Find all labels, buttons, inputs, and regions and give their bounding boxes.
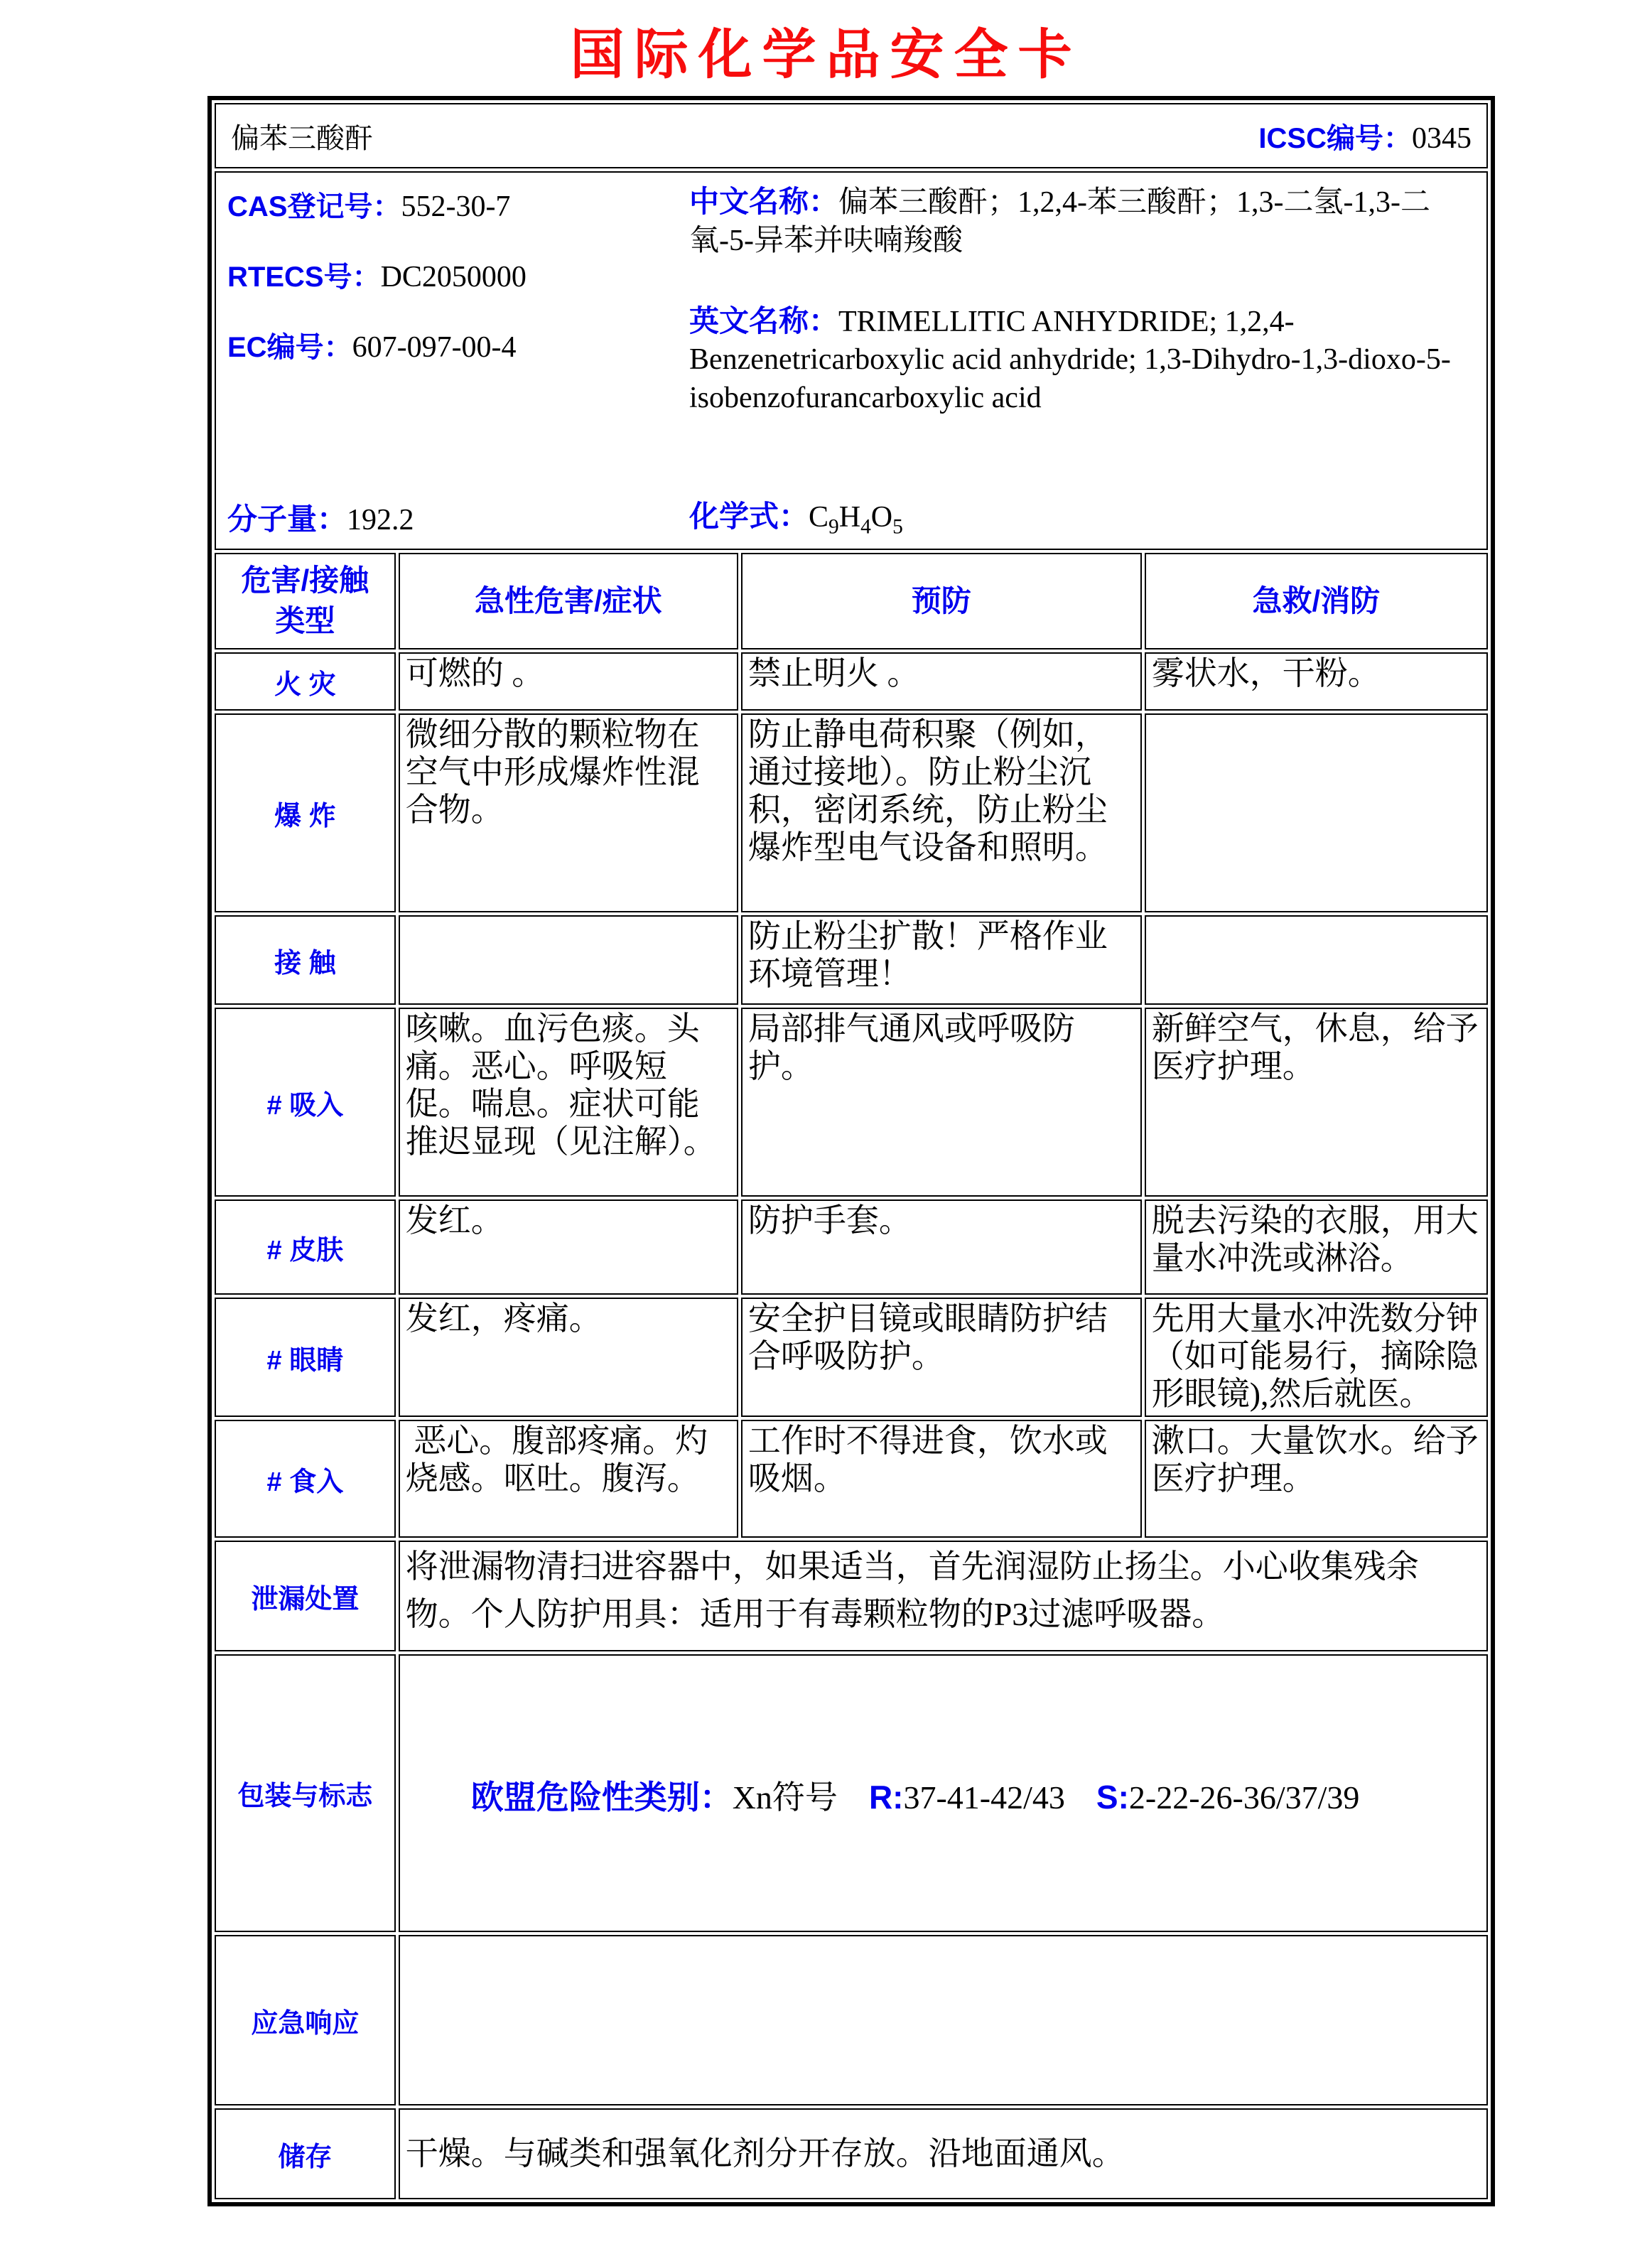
header-strip-row [215, 103, 1488, 168]
ec-label: EC编号： [227, 332, 352, 363]
firstaid-cell [1145, 713, 1488, 912]
prevention-cell: 安全护目镜或眼睛防护结合呼吸防护。 [741, 1298, 1142, 1417]
r-phrases-label: R: [868, 1778, 904, 1816]
icsc-card-table [207, 96, 1495, 2206]
symptoms-cell [399, 915, 738, 1005]
hazard-row-contact [215, 915, 1488, 1005]
symptoms-cell: 微细分散的颗粒物在空气中形成爆炸性混合物。 [399, 713, 738, 912]
storage-row [215, 2108, 1488, 2199]
prevention-cell: 防止粉尘扩散！严格作业环境管理！ [741, 915, 1142, 1005]
chemical-formula-field [689, 493, 1475, 540]
hazard-label: 接 触 [215, 915, 396, 1005]
identifiers-row [215, 171, 1488, 550]
icsc-number-field [1258, 116, 1472, 156]
hazard-row-inhalation [215, 1008, 1488, 1197]
molecular-weight-label: 分子量： [227, 502, 347, 536]
hazard-label: 爆 炸 [215, 713, 396, 912]
packaging-labelling-label: 包装与标志 [215, 1654, 396, 1932]
firstaid-cell: 漱口。大量饮水。给予医疗护理。 [1145, 1420, 1488, 1538]
header-cell-prevention: 预防 [741, 553, 1142, 649]
hazard-row-skin [215, 1199, 1488, 1295]
symptoms-cell: 咳嗽。血污色痰。头痛。恶心。呼吸短促。喘息。症状可能推迟显现（见注解）。 [399, 1008, 738, 1197]
symptoms-cell: 恶心。腹部疼痛。灼烧感。呕吐。腹泻。 [399, 1420, 738, 1538]
r-phrases-value: 37-41-42/43 [903, 1779, 1065, 1816]
symptoms-cell: 发红，疼痛。 [399, 1298, 738, 1417]
prevention-cell: 局部排气通风或呼吸防护。 [741, 1008, 1142, 1197]
chemical-name-header: 偏苯三酸酐 [231, 122, 373, 154]
eu-hazard-class-value: Xn符号 [732, 1779, 838, 1816]
symptoms-cell: 可燃的 。 [399, 652, 738, 711]
hazard-label: # 眼睛 [215, 1298, 396, 1417]
packaging-labelling-row [215, 1654, 1488, 1932]
emergency-response-content [399, 1935, 1488, 2105]
hazard-label: # 吸入 [215, 1008, 396, 1197]
firstaid-cell: 新鲜空气，休息，给予医疗护理。 [1145, 1008, 1488, 1197]
prevention-cell: 禁止明火 。 [741, 652, 1142, 711]
hazard-row-eyes [215, 1298, 1488, 1417]
eu-hazard-class-label: 欧盟危险性类别： [470, 1778, 733, 1816]
english-name-field [689, 302, 1475, 418]
page-title: 国际化学品安全卡 [570, 26, 1082, 85]
icsc-number-value: 0345 [1412, 122, 1472, 155]
english-name-label: 英文名称： [689, 303, 839, 338]
firstaid-cell: 先用大量水冲洗数分钟（如可能易行，摘除隐形眼镜),然后就医。 [1145, 1298, 1488, 1417]
header-cell-symptoms: 急性危害/症状 [399, 553, 738, 649]
hazard-label: # 食入 [215, 1420, 396, 1538]
rtecs-value: DC2050000 [380, 261, 527, 293]
storage-content: 干燥。与碱类和强氧化剂分开存放。沿地面通风。 [399, 2108, 1488, 2199]
english-name-value: TRIMELLITIC ANHYDRIDE; 1,2,4-Benzenetricarboxylic acid anhydride; 1,3-Dihydro-1,3-dioxo-5-isobenzofurancarboxylic acid [689, 305, 1451, 414]
emergency-response-row [215, 1935, 1488, 2105]
storage-label: 储存 [215, 2108, 396, 2199]
hazard-label: # 皮肤 [215, 1199, 396, 1295]
firstaid-cell [1145, 915, 1488, 1005]
hazard-label: 火 灾 [215, 652, 396, 711]
chinese-name-label: 中文名称： [689, 185, 839, 218]
spill-disposal-label: 泄漏处置 [215, 1541, 396, 1651]
rtecs-number-field [227, 254, 689, 295]
registry-numbers [227, 181, 689, 493]
icsc-number-label: ICSC编号： [1258, 122, 1412, 154]
hazard-row-fire [215, 652, 1488, 711]
emergency-response-label: 应急响应 [215, 1935, 396, 2105]
prevention-cell: 防护手套。 [741, 1199, 1142, 1295]
chemical-names [689, 181, 1475, 493]
ec-value: 607-097-00-4 [352, 331, 517, 364]
s-phrases-value: 2-22-26-36/37/39 [1128, 1779, 1360, 1816]
ec-number-field [227, 325, 689, 365]
cas-label: CAS登记号： [227, 191, 401, 222]
chinese-name-field [689, 183, 1475, 261]
rtecs-label: RTECS号： [227, 261, 381, 293]
spill-disposal-content: 将泄漏物清扫进容器中，如果适当，首先润湿防止扬尘。小心收集残余物。个人防护用具：适用于有毒颗粒物的P3过滤呼吸器。 [399, 1541, 1488, 1651]
table-header-row [215, 553, 1488, 649]
molecular-weight-field [227, 496, 689, 540]
prevention-cell: 防止静电荷积聚（例如，通过接地）。防止粉尘沉积，密闭系统，防止粉尘爆炸型电气设备和照明。 [741, 713, 1142, 912]
chemical-formula-label: 化学式： [689, 499, 809, 533]
hazard-row-explosion [215, 713, 1488, 912]
molecular-weight-value: 192.2 [347, 504, 414, 536]
cas-number-field [227, 184, 689, 225]
spill-disposal-row [215, 1541, 1488, 1651]
header-cell-firstaid: 急救/消防 [1145, 553, 1488, 649]
symptoms-cell: 发红。 [399, 1199, 738, 1295]
s-phrases-label: S: [1096, 1778, 1129, 1816]
header-cell-hazard-type: 危害/接触 类型 [215, 553, 396, 649]
packaging-labelling-content [399, 1654, 1488, 1932]
cas-value: 552-30-7 [401, 190, 511, 223]
chinese-name-value: 偏苯三酸酐；1,2,4-苯三酸酐；1,3-二氢-1,3-二氧-5-异苯并呋喃羧酸 [689, 186, 1430, 257]
prevention-cell: 工作时不得进食，饮水或吸烟。 [741, 1420, 1142, 1538]
firstaid-cell: 脱去污染的衣服，用大量水冲洗或淋浴。 [1145, 1199, 1488, 1295]
hazard-row-ingestion [215, 1420, 1488, 1538]
firstaid-cell: 雾状水，干粉。 [1145, 652, 1488, 711]
chemical-formula: $C_9H_4O_5$ [809, 500, 903, 538]
